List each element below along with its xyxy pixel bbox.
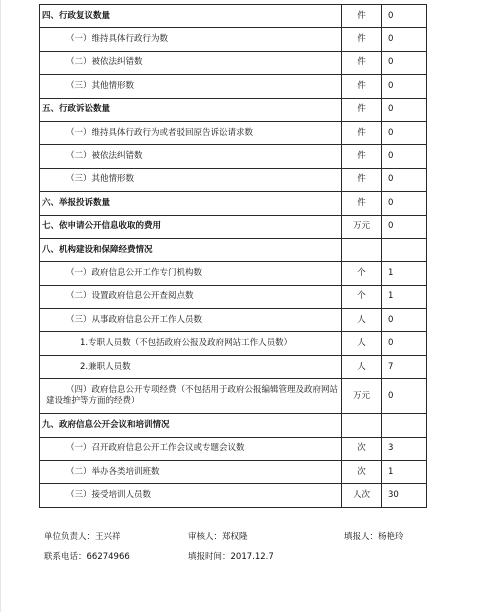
row-item-label: 1.专职人员数（不包括政府公报及政府网站工作人员数）	[40, 332, 342, 355]
table-row	[40, 51, 427, 74]
table-row	[40, 145, 427, 168]
table-row	[40, 192, 427, 215]
row-value: 0	[382, 309, 427, 332]
row-item-label: 六、举报投诉数量	[40, 192, 342, 215]
row-item-text: （四）政府信息公开专项经费（不包括用于政府公报编辑管理及政府网站建设维护等方面的经费）	[46, 385, 339, 407]
row-unit: 人	[342, 355, 382, 378]
table-row	[40, 379, 427, 414]
row-item-label: （三）从事政府信息公开工作人员数	[40, 309, 342, 332]
row-unit: 万元	[342, 215, 382, 238]
row-item-label: （二）设置政府信息公开查阅点数	[40, 285, 342, 308]
table-row	[40, 75, 427, 98]
row-value: 0	[382, 51, 427, 74]
table-row	[40, 168, 427, 191]
row-item-label: 七、依申请公开信息收取的费用	[40, 215, 342, 238]
statistics-table	[39, 4, 427, 508]
row-value: 0	[382, 5, 427, 28]
row-unit: 万元	[342, 379, 382, 414]
row-value: 0	[382, 28, 427, 51]
row-unit: 件	[342, 168, 382, 191]
row-value	[382, 238, 427, 261]
row-value: 1	[382, 285, 427, 308]
row-value: 7	[382, 355, 427, 378]
row-item-label: 九、政府信息公开会议和培训情况	[40, 414, 342, 437]
row-value: 3	[382, 437, 427, 460]
row-unit: 个	[342, 285, 382, 308]
row-unit: 人次	[342, 484, 382, 507]
table-row	[40, 285, 427, 308]
row-unit: 件	[342, 75, 382, 98]
row-item-label: （一）维持具体行政行为数	[40, 28, 342, 51]
row-value: 0	[382, 168, 427, 191]
statistics-table-body	[40, 5, 427, 508]
row-item-label: 2.兼职人员数	[40, 355, 342, 378]
row-value: 0	[382, 75, 427, 98]
table-row	[40, 5, 427, 28]
row-item-label: （三）接受培训人员数	[40, 484, 342, 507]
row-value: 30	[382, 484, 427, 507]
row-unit: 件	[342, 5, 382, 28]
fill-date: 填报时间：2017.12.7	[188, 552, 274, 562]
row-item-label: （二）被依法纠错数	[40, 51, 342, 74]
row-item-label: （二）被依法纠错数	[40, 145, 342, 168]
row-value: 1	[382, 461, 427, 484]
row-unit: 件	[342, 51, 382, 74]
row-unit: 件	[342, 28, 382, 51]
table-row	[40, 332, 427, 355]
row-value: 0	[382, 145, 427, 168]
table-row	[40, 484, 427, 507]
row-value: 0	[382, 192, 427, 215]
table-row	[40, 309, 427, 332]
row-unit: 个	[342, 262, 382, 285]
row-unit: 件	[342, 145, 382, 168]
row-item-label: （三）其他情形数	[40, 75, 342, 98]
table-row	[40, 215, 427, 238]
row-unit	[342, 414, 382, 437]
table-row	[40, 238, 427, 261]
row-item-label: （二）举办各类培训班数	[40, 461, 342, 484]
row-value: 0	[382, 215, 427, 238]
row-item-label: （三）其他情形数	[40, 168, 342, 191]
phone: 联系电话：66274966	[44, 552, 130, 562]
row-item-label	[40, 379, 342, 414]
row-unit: 次	[342, 461, 382, 484]
row-unit	[342, 238, 382, 261]
table-row	[40, 355, 427, 378]
row-value: 1	[382, 262, 427, 285]
row-value	[382, 414, 427, 437]
row-value: 0	[382, 379, 427, 414]
table-row	[40, 262, 427, 285]
row-item-label: （一）维持具体行政行为或者驳回原告诉讼请求数	[40, 121, 342, 144]
table-row	[40, 98, 427, 121]
row-value: 0	[382, 121, 427, 144]
row-item-label: 五、行政诉讼数量	[40, 98, 342, 121]
row-item-label: 八、机构建设和保障经费情况	[40, 238, 342, 261]
unit-leader: 单位负责人：王兴祥	[44, 532, 121, 542]
row-unit: 件	[342, 121, 382, 144]
table-row	[40, 461, 427, 484]
row-item-label: （一）召开政府信息公开工作会议或专题会议数	[40, 437, 342, 460]
table-row	[40, 28, 427, 51]
row-unit: 件	[342, 98, 382, 121]
row-value: 0	[382, 98, 427, 121]
table-row	[40, 414, 427, 437]
row-item-label: （一）政府信息公开工作专门机构数	[40, 262, 342, 285]
row-unit: 件	[342, 192, 382, 215]
row-unit: 人	[342, 332, 382, 355]
table-row	[40, 437, 427, 460]
row-unit: 人	[342, 309, 382, 332]
reviewer: 审核人：郑权隆	[188, 532, 248, 542]
page-edge	[0, 0, 1, 612]
filler: 填报人：杨艳玲	[344, 532, 404, 542]
row-unit: 次	[342, 437, 382, 460]
table-row	[40, 121, 427, 144]
row-item-label: 四、行政复议数量	[40, 5, 342, 28]
row-value: 0	[382, 332, 427, 355]
